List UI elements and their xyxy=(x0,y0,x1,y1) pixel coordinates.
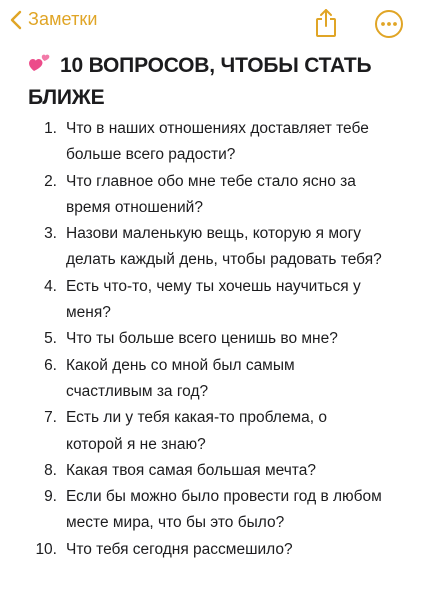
note-title-text: 10 ВОПРОСОВ, ЧТОБЫ СТАТЬ БЛИЖЕ xyxy=(28,54,372,109)
question-text: Есть ли у тебя какая-то проблема, о которой я не знаю? xyxy=(66,409,327,453)
note-title xyxy=(28,50,408,114)
question-item xyxy=(20,458,420,484)
question-item xyxy=(20,537,420,563)
question-item xyxy=(20,169,420,222)
question-number: 8. xyxy=(44,461,57,479)
question-text: Что тебя сегодня рассмешило? xyxy=(66,540,293,558)
back-button[interactable] xyxy=(10,9,98,30)
question-item xyxy=(20,274,420,327)
question-number: 3. xyxy=(44,225,57,243)
question-text: Какой день со мной был самым счастливым за год? xyxy=(66,356,295,400)
question-number: 4. xyxy=(44,277,57,295)
question-item xyxy=(20,484,420,537)
question-text: Назови маленькую вещь, которую я могу делать каждый день, чтобы радовать тебя? xyxy=(66,225,382,269)
notes-toolbar xyxy=(0,0,424,48)
questions-list xyxy=(20,116,420,563)
chevron-left-icon xyxy=(10,10,22,30)
question-item xyxy=(20,353,420,406)
share-icon[interactable] xyxy=(314,8,338,38)
question-number: 1. xyxy=(44,120,57,137)
question-item xyxy=(20,405,420,458)
question-number: 7. xyxy=(44,409,57,427)
question-number: 6. xyxy=(44,356,57,374)
more-icon[interactable] xyxy=(374,9,404,39)
question-text: Если бы можно было провести год в любом месте мира, что бы это было? xyxy=(66,488,382,532)
question-item xyxy=(20,221,420,274)
two-hearts-icon xyxy=(28,51,52,75)
question-item xyxy=(20,326,420,352)
question-number: 10. xyxy=(35,540,57,558)
back-label: Заметки xyxy=(28,9,98,29)
question-text: Какая твоя самая большая мечта? xyxy=(66,461,316,479)
question-text: Что ты больше всего ценишь во мне? xyxy=(66,330,338,348)
question-text: Что главное обо мне тебе стало ясно за время отношений? xyxy=(66,172,356,216)
question-number: 2. xyxy=(44,172,57,190)
question-number: 5. xyxy=(44,330,57,348)
question-number: 9. xyxy=(44,488,57,506)
question-text: Есть что-то, чему ты хочешь научиться у меня? xyxy=(66,277,361,322)
question-item xyxy=(20,116,420,169)
question-text: Что в наших отношениях доставляет тебе больше всего радости? xyxy=(66,120,369,164)
